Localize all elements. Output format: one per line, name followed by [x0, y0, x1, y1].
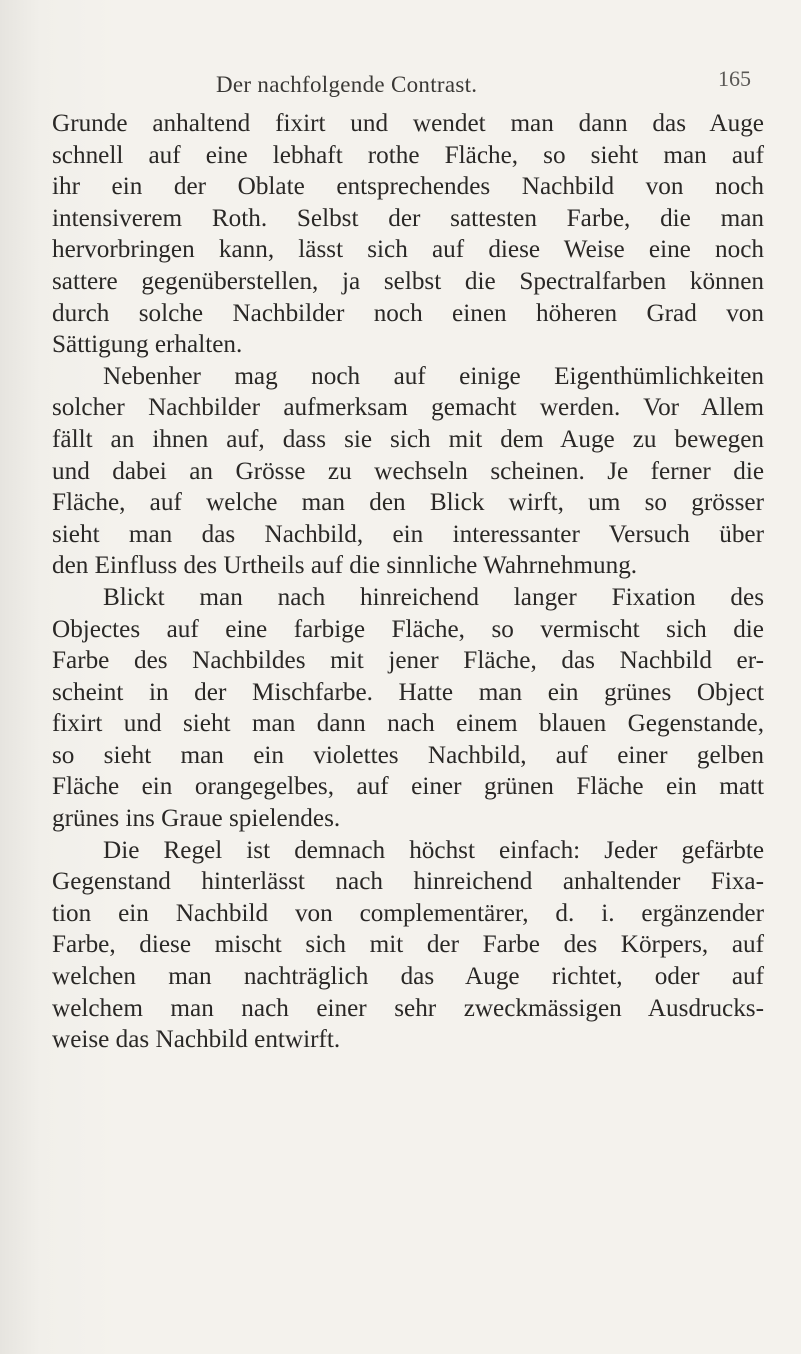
text-line: fixirt und sieht man dann nach einem blauen Gegenstande,	[52, 710, 764, 738]
text-line: intensiverem Roth. Selbst der sattesten Farbe, die man	[52, 204, 764, 232]
text-line: hervorbringen kann, lässt sich auf diese Weise eine noch	[52, 236, 764, 264]
body-text	[52, 108, 764, 1056]
text-line: schnell auf eine lebhaft rothe Fläche, so sieht man auf	[52, 141, 764, 169]
text-line: weise das Nachbild entwirft.	[52, 1026, 341, 1054]
text-line: solcher Nachbilder aufmerksam gemacht werden. Vor Allem	[52, 394, 764, 422]
text-line: sieht man das Nachbild, ein interessanter Versuch über	[52, 520, 764, 548]
text-line: Grunde anhaltend fixirt und wendet man dann das Auge	[52, 110, 764, 137]
text-line: Farbe, diese mischt sich mit der Farbe des Körpers, auf	[52, 931, 764, 959]
text-line: Sättigung erhalten.	[52, 331, 243, 359]
text-line: den Einfluss des Urtheils auf die sinnliche Wahrnehmung.	[52, 552, 638, 580]
paragraph-3	[52, 582, 764, 835]
text-line: Fläche, auf welche man den Blick wirft, um so grösser	[52, 489, 764, 517]
text-line: Fläche ein orangegelbes, auf einer grünen Fläche ein matt	[52, 773, 764, 801]
running-title: Der nachfolgende Contrast.	[216, 72, 478, 97]
text-line: Gegenstand hinterlässt nach hinreichend anhaltender Fixa-	[52, 868, 764, 896]
text-line: Objectes auf eine farbige Fläche, so vermischt sich die	[52, 615, 764, 643]
text-line: Blickt man nach hinreichend langer Fixation des	[103, 583, 764, 611]
text-line: scheint in der Mischfarbe. Hatte man ein grünes Object	[52, 678, 764, 706]
text-line: grünes ins Graue spielendes.	[52, 805, 341, 833]
paragraph-1	[52, 108, 764, 361]
text-line: ihr ein der Oblate entsprechendes Nachbild von noch	[52, 173, 764, 201]
text-line: so sieht man ein violettes Nachbild, auf einer gelben	[52, 741, 764, 769]
text-line: Die Regel ist demnach höchst einfach: Jeder gefärbte	[103, 836, 764, 864]
text-line: welchem man nach einer sehr zweckmässigen Ausdrucks-	[52, 994, 764, 1022]
text-line: und dabei an Grösse zu wechseln scheinen. Je ferner die	[52, 457, 764, 485]
text-line: fällt an ihnen auf, dass sie sich mit dem Auge zu bewegen	[52, 425, 764, 453]
text-line: Nebenher mag noch auf einige Eigenthümlichkeiten	[103, 362, 764, 390]
paragraph-2	[52, 361, 764, 582]
text-line: tion ein Nachbild von complementärer, d. i. ergänzender	[52, 899, 764, 927]
text-line: durch solche Nachbilder noch einen höheren Grad von	[52, 299, 764, 327]
running-head	[0, 66, 801, 106]
text-line: welchen man nachträglich das Auge richtet, oder auf	[52, 963, 764, 991]
text-line: sattere gegenüberstellen, ja selbst die Spectralfarben können	[52, 267, 764, 295]
text-line: Farbe des Nachbildes mit jener Fläche, das Nachbild er-	[52, 647, 764, 675]
page-number: 165	[718, 66, 751, 91]
paragraph-4	[52, 835, 764, 1056]
